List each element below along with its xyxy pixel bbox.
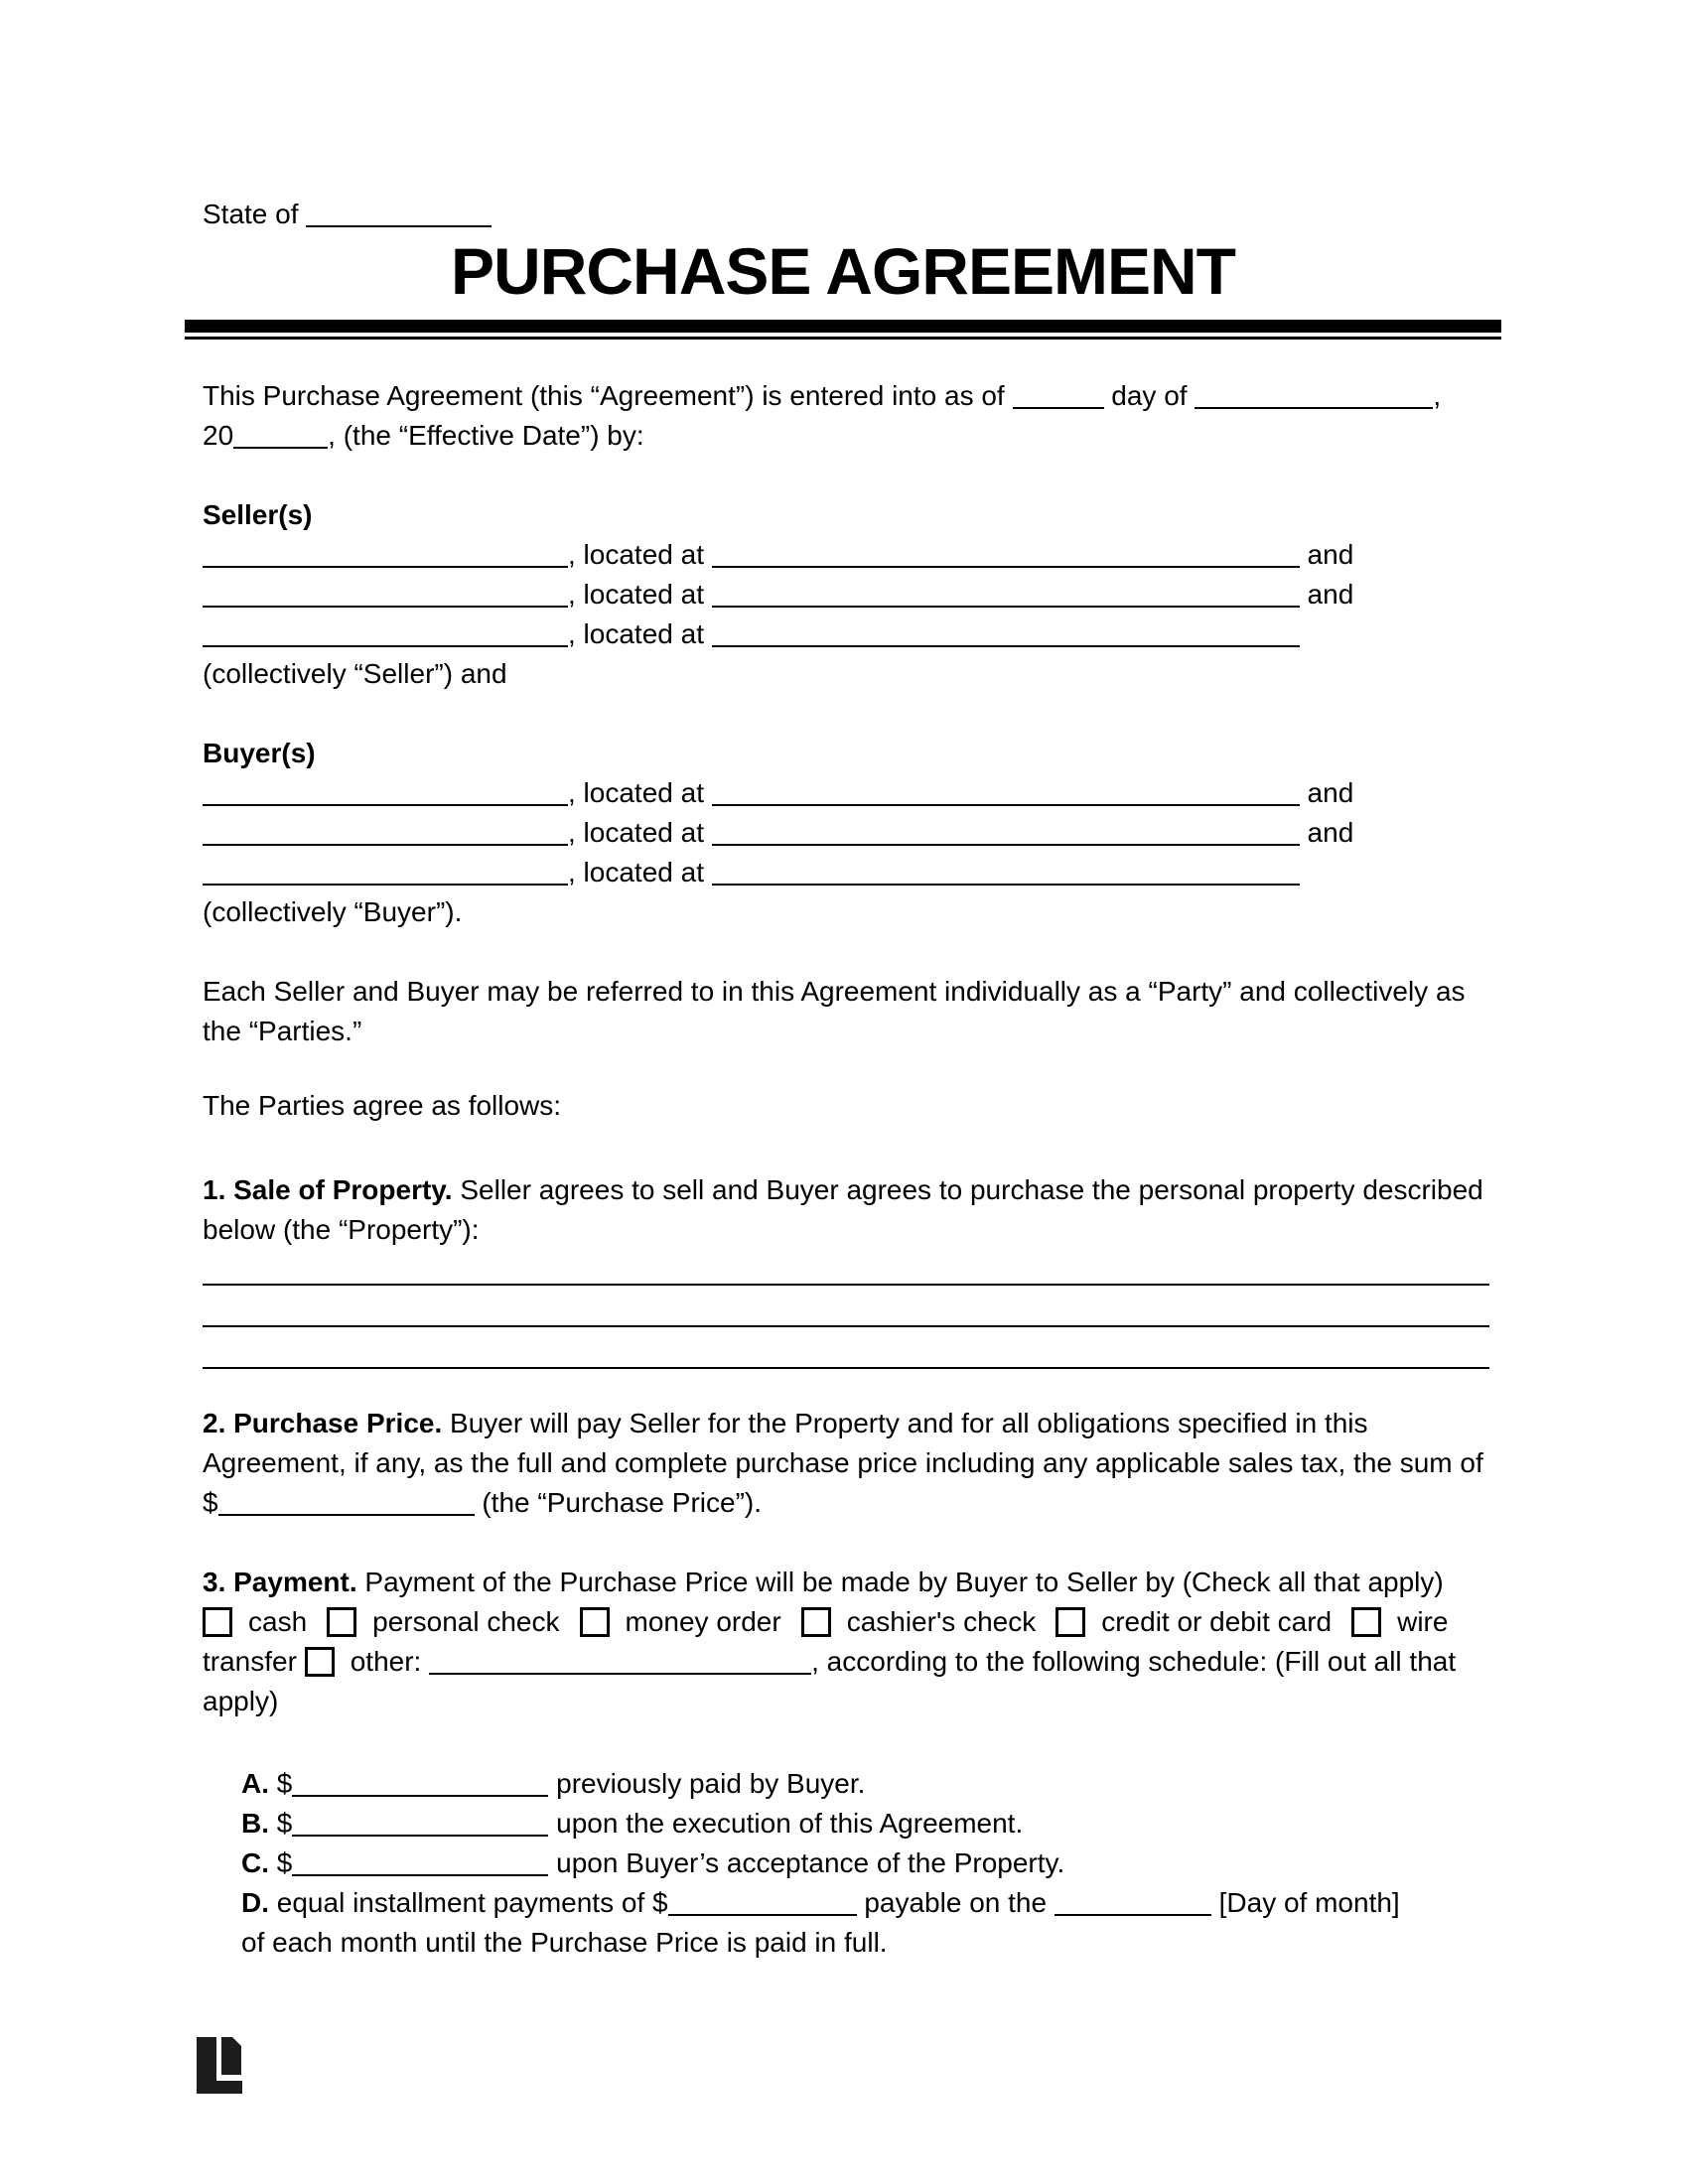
- seller-1-address-blank[interactable]: [712, 565, 1300, 568]
- property-line-1[interactable]: [203, 1244, 1489, 1286]
- sellers-section: [203, 495, 1353, 694]
- buyer-1-address-blank[interactable]: [712, 803, 1300, 806]
- state-of-block: [203, 195, 492, 234]
- payment-c-amount-blank[interactable]: [292, 1873, 548, 1876]
- seller-1-name-blank[interactable]: [203, 565, 568, 568]
- legal-templates-logo-icon: [197, 2037, 244, 2094]
- section-1-line-2: below (the “Property”):: [203, 1214, 480, 1245]
- checkbox-other[interactable]: [305, 1647, 335, 1677]
- section-2-purchase-price: [203, 1404, 1483, 1523]
- payment-options-row-3: apply): [203, 1686, 279, 1716]
- buyer-1-name-blank[interactable]: [203, 803, 568, 806]
- option-cashiers-check-label: cashier's check: [846, 1606, 1037, 1637]
- and-label: and: [1307, 539, 1354, 570]
- section-1-heading: 1. Sale of Property.: [203, 1174, 453, 1205]
- buyer-row-2: [203, 813, 1353, 853]
- located-at-label: , located at: [568, 817, 704, 848]
- section-1-line-1: 1. Sale of Property. Seller agrees to sell and Buyer agrees to purchase the personal property described: [203, 1174, 1483, 1205]
- buyer-3-address-blank[interactable]: [712, 883, 1300, 886]
- section-2-line-3: $ (the “Purchase Price”).: [203, 1487, 762, 1518]
- intro-line-2: [203, 416, 1441, 456]
- seller-row-1: [203, 535, 1353, 575]
- located-at-label: , located at: [568, 618, 704, 649]
- sellers-heading: Seller(s): [203, 499, 313, 530]
- dollar-sign: $: [276, 1768, 293, 1799]
- payment-options-row-2: transfer other: , according to the following schedule: (Fill out all that: [203, 1646, 1457, 1677]
- buyers-collectively: (collectively “Buyer”).: [203, 896, 463, 927]
- buyer-2-name-blank[interactable]: [203, 843, 568, 846]
- seller-3-address-blank[interactable]: [712, 644, 1300, 647]
- day-of-month-bracket: [Day of month]: [1218, 1887, 1400, 1918]
- section-2-line-2: Agreement, if any, as the full and complete purchase price including any applicable sales tax, the sum of: [203, 1447, 1483, 1478]
- state-of-line: [203, 195, 492, 234]
- checkbox-wire-transfer[interactable]: [1351, 1607, 1381, 1637]
- intro-text-2: , (the “Effective Date”) by:: [328, 420, 644, 451]
- parties-agree-line: The Parties agree as follows:: [203, 1090, 562, 1121]
- checkbox-credit-or-debit-card[interactable]: [1055, 1607, 1085, 1637]
- purchase-price-blank[interactable]: [218, 1513, 475, 1516]
- and-label: and: [1307, 579, 1354, 610]
- seller-2-address-blank[interactable]: [712, 605, 1300, 608]
- schedule-item-a: A. $ previously paid by Buyer.: [241, 1768, 866, 1799]
- seller-2-name-blank[interactable]: [203, 605, 568, 608]
- dollar-sign: $: [276, 1847, 293, 1878]
- intro-line-1: [203, 376, 1441, 416]
- option-credit-debit-label: credit or debit card: [1101, 1606, 1333, 1637]
- intro-paragraph: [203, 376, 1441, 456]
- section-3-payment: [203, 1563, 1456, 1721]
- page-title: PURCHASE AGREEMENT: [451, 234, 1235, 308]
- title-divider: [185, 320, 1501, 340]
- section-2-line-1: 2. Purchase Price. Buyer will pay Seller for the Property and for all obligations specified in this: [203, 1408, 1368, 1438]
- located-at-label: , located at: [568, 539, 704, 570]
- payment-schedule-list: [241, 1764, 1400, 1963]
- intro-text-1: This Purchase Agreement (this “Agreement”) is entered into as of: [203, 380, 1005, 411]
- located-at-label: , located at: [568, 857, 704, 887]
- year-prefix: 20: [203, 420, 234, 451]
- sellers-collectively: (collectively “Seller”) and: [203, 658, 507, 689]
- dollar-sign: $: [276, 1808, 293, 1839]
- option-wire-label: wire: [1397, 1606, 1449, 1637]
- property-line-3[interactable]: [203, 1327, 1489, 1369]
- day-number-blank[interactable]: [1013, 406, 1104, 409]
- payment-options-row-1: [203, 1602, 1456, 1642]
- and-label: and: [1307, 817, 1354, 848]
- parties-line-2: the “Parties.”: [203, 1016, 362, 1046]
- section-3-heading: 3. Payment.: [203, 1567, 357, 1597]
- state-blank[interactable]: [306, 224, 492, 227]
- buyer-row-3: [203, 853, 1353, 892]
- payment-a-amount-blank[interactable]: [292, 1794, 548, 1797]
- option-cash-label: cash: [248, 1606, 308, 1637]
- dollar-sign: $: [203, 1487, 218, 1518]
- buyer-2-address-blank[interactable]: [712, 843, 1300, 846]
- buyer-3-name-blank[interactable]: [203, 883, 568, 886]
- parties-line-1: Each Seller and Buyer may be referred to in this Agreement individually as a “Party” and collectively as: [203, 976, 1466, 1007]
- buyers-heading: Buyer(s): [203, 738, 316, 768]
- schedule-item-b: B. $ upon the execution of this Agreement.: [241, 1808, 1024, 1839]
- payment-d-day-blank[interactable]: [1055, 1913, 1211, 1916]
- option-other-label: other:: [350, 1646, 422, 1677]
- payment-d-amount-blank[interactable]: [668, 1913, 857, 1916]
- property-line-2[interactable]: [203, 1286, 1489, 1327]
- located-at-label: , located at: [568, 777, 704, 808]
- parties-paragraph: [203, 972, 1466, 1051]
- checkbox-cash[interactable]: [203, 1607, 232, 1637]
- section-3-line-1: 3. Payment. Payment of the Purchase Price will be made by Buyer to Seller by (Check all that apply): [203, 1567, 1444, 1597]
- seller-3-name-blank[interactable]: [203, 644, 568, 647]
- located-at-label: , located at: [568, 579, 704, 610]
- state-of-label: State of: [203, 199, 299, 229]
- month-blank[interactable]: [1195, 406, 1433, 409]
- payment-b-amount-blank[interactable]: [292, 1834, 548, 1837]
- other-method-blank[interactable]: [429, 1672, 811, 1675]
- schedule-item-d: D. equal installment payments of $ payable on the [Day of month]: [241, 1887, 1400, 1918]
- schedule-item-d-continued: of each month until the Purchase Price is paid in full.: [241, 1927, 888, 1958]
- option-money-order-label: money order: [625, 1606, 781, 1637]
- checkbox-cashiers-check[interactable]: [801, 1607, 831, 1637]
- intro-comma: ,: [1433, 380, 1442, 411]
- section-1-sale-of-property: [203, 1170, 1483, 1250]
- legal-templates-logo: [197, 2037, 244, 2101]
- seller-row-3: [203, 614, 1353, 654]
- section-2-heading: 2. Purchase Price.: [203, 1408, 443, 1438]
- year-blank[interactable]: [233, 446, 328, 449]
- intro-day-of: day of: [1111, 380, 1188, 411]
- option-wire-transfer-label: transfer: [203, 1646, 297, 1677]
- checkbox-money-order[interactable]: [580, 1607, 610, 1637]
- buyer-row-1: [203, 773, 1353, 813]
- option-personal-check-label: personal check: [372, 1606, 560, 1637]
- schedule-item-c: C. $ upon Buyer’s acceptance of the Property.: [241, 1847, 1065, 1878]
- seller-row-2: [203, 575, 1353, 614]
- buyers-section: [203, 734, 1353, 932]
- checkbox-personal-check[interactable]: [327, 1607, 356, 1637]
- and-label: and: [1307, 777, 1354, 808]
- property-description-lines: [203, 1244, 1489, 1369]
